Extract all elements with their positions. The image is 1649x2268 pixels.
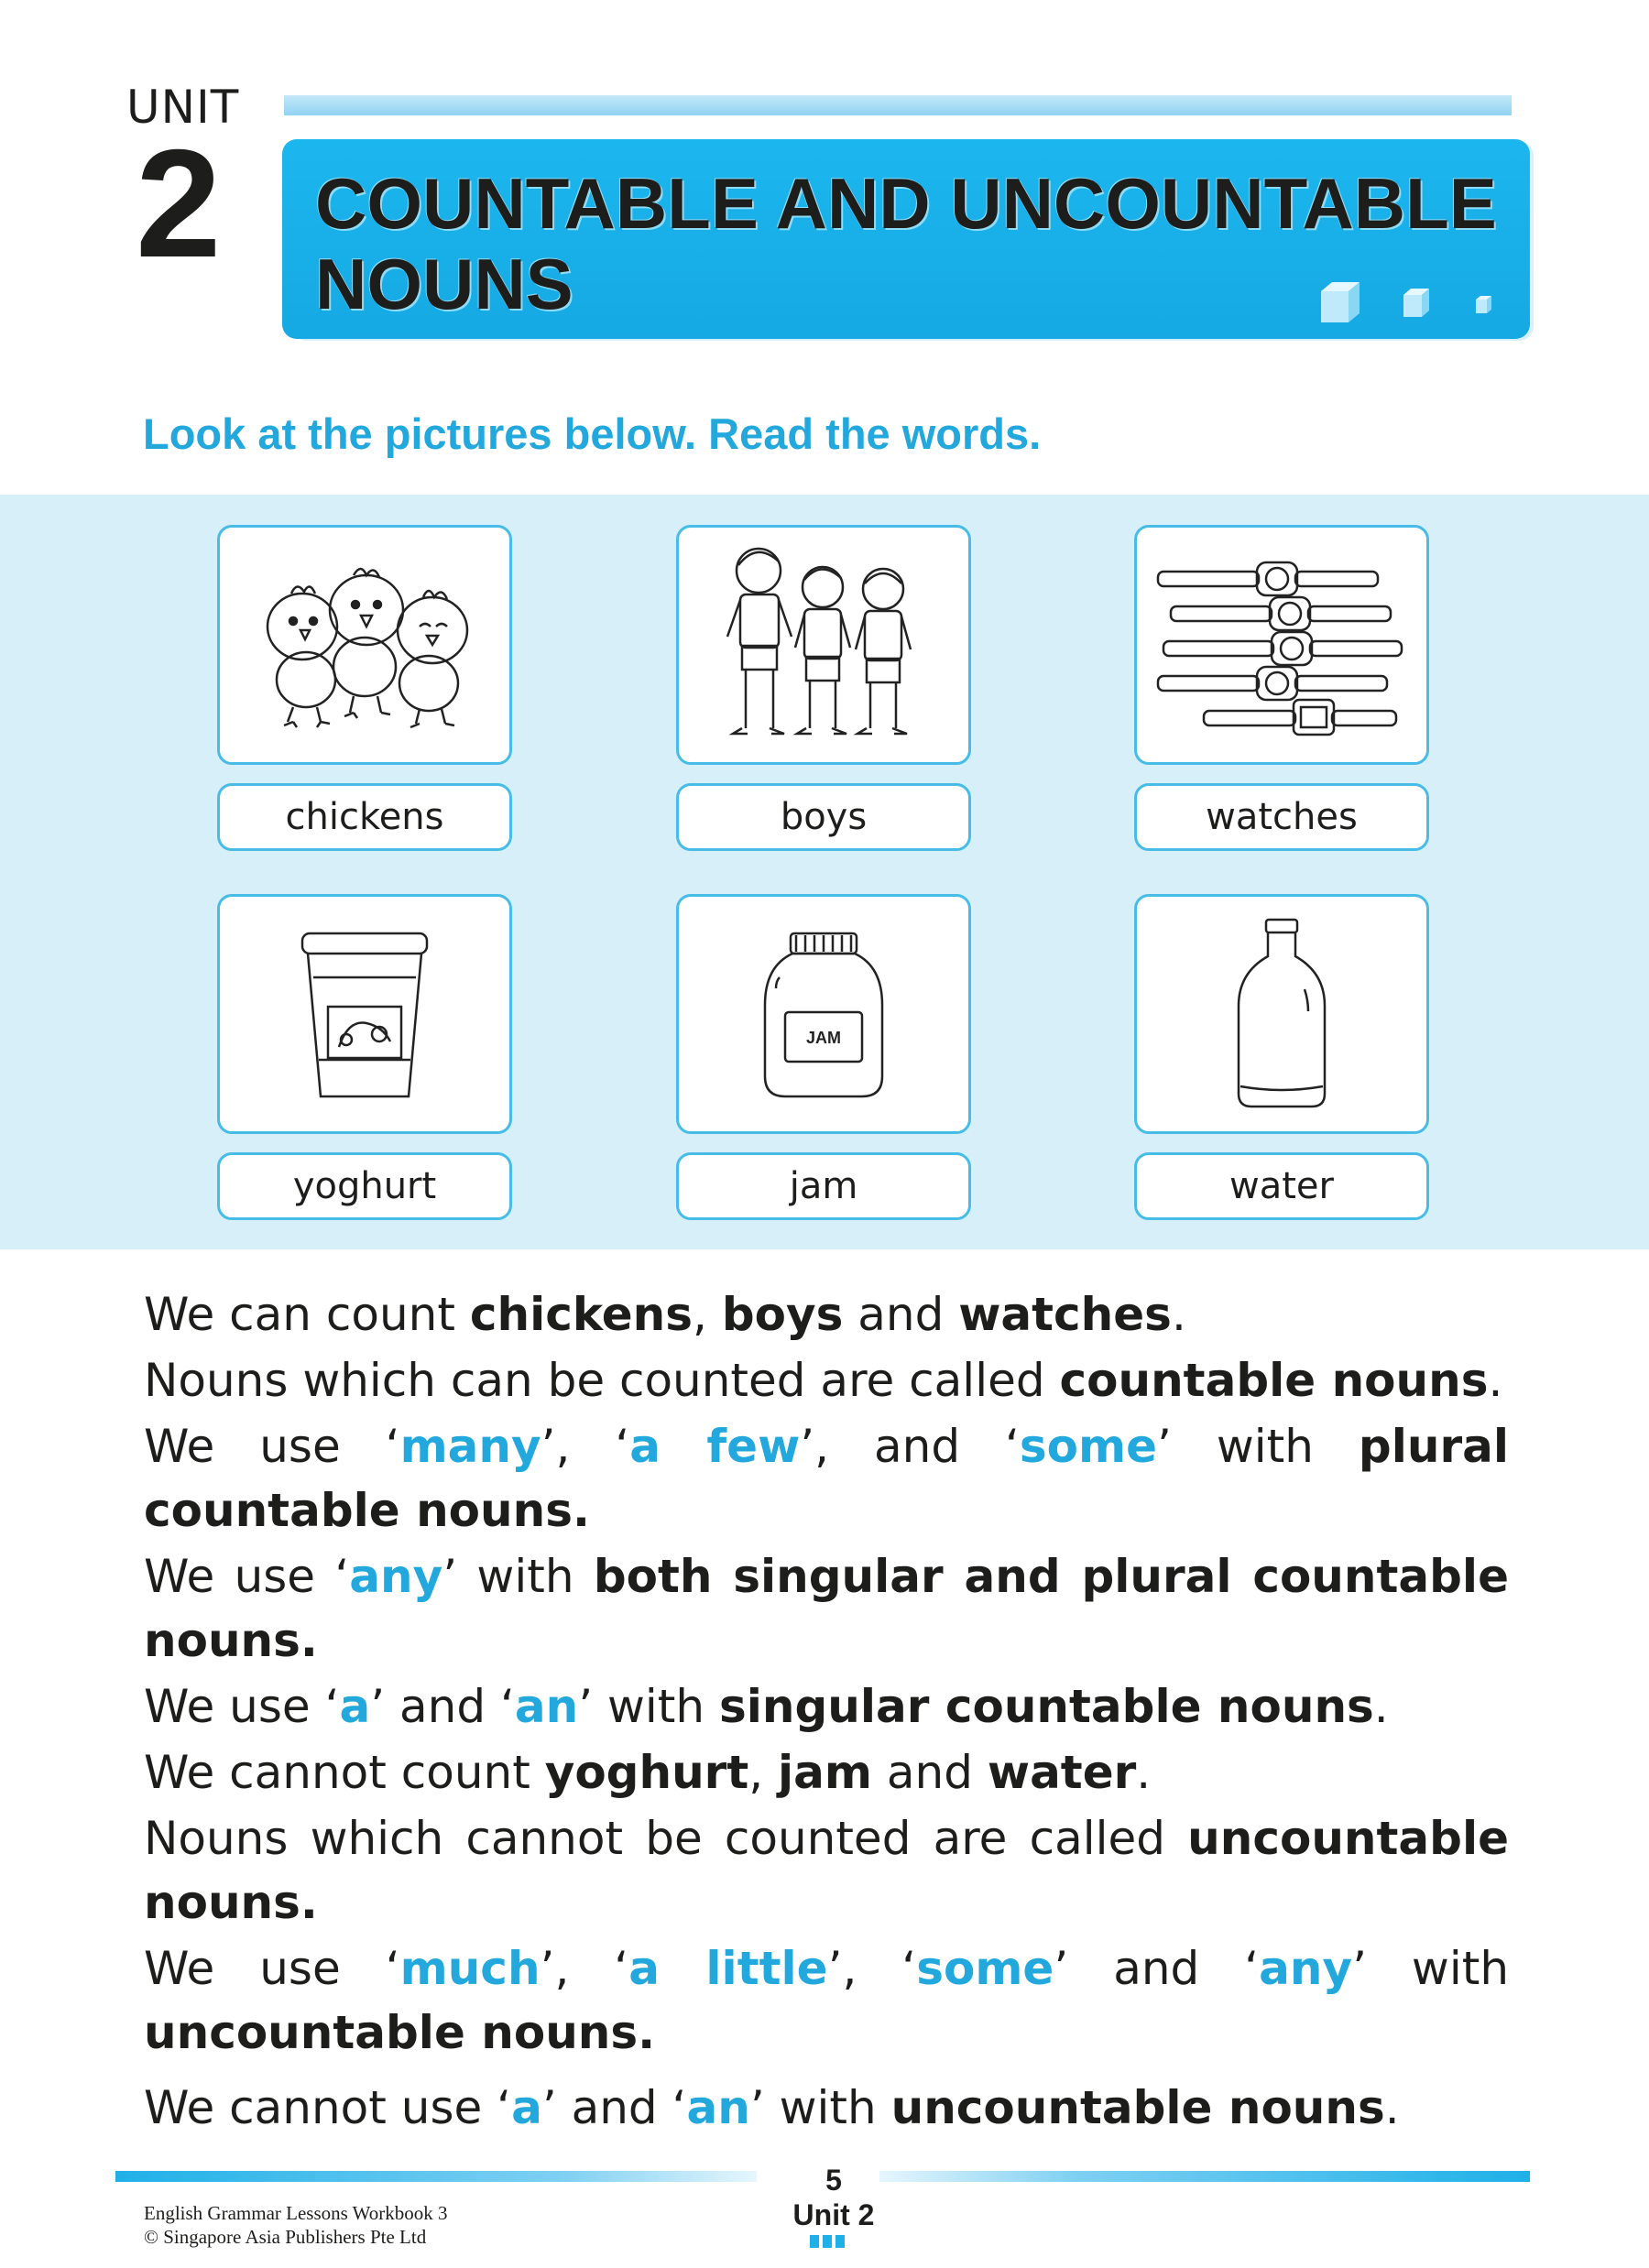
rule-8 (144, 1936, 1509, 2065)
rule-bold: water (987, 1746, 1137, 1799)
jam-jar-label: JAM (805, 1029, 842, 1047)
title-banner (282, 139, 1530, 339)
label-jam: jam (676, 1152, 971, 1220)
rules-text (144, 1282, 1509, 2140)
rule-bold: uncountable nouns (144, 2006, 639, 2059)
rule-6 (144, 1740, 1509, 1805)
rule-bold: countable nouns (1059, 1354, 1489, 1407)
rule-text: We use (144, 1680, 325, 1733)
rule-text: We cannot count (144, 1746, 545, 1799)
highlight-word: an (686, 2081, 750, 2134)
cube-large-icon (1316, 278, 1369, 324)
rule-bold: yoghurt (544, 1746, 749, 1799)
label-yoghurt: yoghurt (217, 1152, 512, 1220)
rule-text: with (1171, 1420, 1359, 1473)
picture-card-water (1134, 894, 1429, 1134)
rule-text: We use (144, 1942, 386, 1995)
picture-card-chickens (217, 525, 512, 765)
rule-bold: boys (721, 1288, 844, 1341)
boys-icon (709, 540, 938, 750)
highlight-word: any (349, 1550, 443, 1603)
rule-1 (144, 1282, 1509, 1347)
rule-text: . (1488, 1354, 1503, 1407)
rule-3 (144, 1414, 1509, 1543)
rule-text: and (872, 1746, 988, 1799)
rule-7 (144, 1806, 1509, 1935)
quote-mark: ’ (749, 2081, 765, 2134)
highlight-word: some (916, 1942, 1054, 1995)
rule-bold: both singular and plural countable nouns (144, 1550, 1509, 1667)
rule-text: . (1373, 1680, 1389, 1733)
rule-text: and (843, 1288, 959, 1341)
highlight-word: a few (629, 1420, 801, 1473)
quote-mark: ’, and ‘ (800, 1420, 1020, 1473)
quote-mark: ‘ (324, 1680, 340, 1733)
rule-text: We use (144, 1550, 335, 1603)
rule-text: , (693, 1288, 722, 1341)
quote-mark: ’, ‘ (541, 1420, 630, 1473)
rule-bold: . (300, 1614, 318, 1667)
watches-icon (1149, 553, 1414, 736)
rule-5 (144, 1674, 1509, 1739)
picture-card-yoghurt (217, 894, 512, 1134)
picture-card-watches (1134, 525, 1429, 765)
highlight-word: much (399, 1942, 541, 1995)
quote-mark: ’, ‘ (827, 1942, 917, 1995)
footer-line-right (879, 2171, 1530, 2182)
picture-card-jam (676, 894, 971, 1134)
page-title-line-2: NOUNS (315, 244, 573, 324)
rule-text: . (1136, 1746, 1152, 1799)
cube-medium-icon (1400, 286, 1436, 321)
rule-text: with (764, 2081, 891, 2134)
highlight-word: many (399, 1420, 541, 1473)
label-watches: watches (1134, 783, 1429, 851)
rule-text: . (1384, 2081, 1400, 2134)
footer-unit-label: Unit 2 (792, 2198, 875, 2231)
quote-mark: ‘ (334, 1550, 350, 1603)
quote-mark: ’, ‘ (540, 1942, 629, 1995)
label-boys: boys (676, 783, 971, 851)
quote-mark: ’ (442, 1550, 458, 1603)
rule-text: with (593, 1680, 719, 1733)
quote-mark: ‘ (385, 1942, 400, 1995)
rule-bold: chickens (469, 1288, 693, 1341)
quote-mark: ’ and ‘ (370, 1680, 515, 1733)
rule-bold: uncountable nouns (144, 1812, 1509, 1929)
highlight-word: a little (628, 1942, 828, 1995)
unit-label: UNIT (126, 81, 240, 134)
rule-bold: plural countable nouns (144, 1420, 1509, 1537)
rule-text: We can count (144, 1288, 470, 1341)
highlight-word: some (1019, 1420, 1158, 1473)
rule-bold: jam (778, 1746, 873, 1799)
rule-text: We use (144, 1420, 386, 1473)
rule-text: Nouns which cannot be counted are called (144, 1812, 1188, 1865)
rule-text: Nouns which can be counted are called (144, 1354, 1060, 1407)
quote-mark: ’ and ‘ (541, 2081, 687, 2134)
rule-bold: . (300, 1876, 318, 1929)
rule-text: with (457, 1550, 594, 1603)
rule-text: , (748, 1746, 779, 1799)
cube-small-icon (1473, 293, 1497, 317)
header-stripe (284, 95, 1512, 115)
unit-number: 2 (136, 117, 222, 289)
rule-text: with (1366, 1942, 1510, 1995)
water-bottle-icon (1231, 916, 1332, 1112)
highlight-word: a (339, 1680, 371, 1733)
quote-mark: ’ (1157, 1420, 1172, 1473)
quote-mark: ’ (1352, 1942, 1367, 1995)
quote-mark: ’ (578, 1680, 594, 1733)
highlight-word: a (511, 2081, 542, 2134)
rule-bold: . (572, 1484, 590, 1537)
rule-text: We cannot use (144, 2081, 497, 2134)
quote-mark: ‘ (497, 2081, 512, 2134)
yoghurt-cup-icon (291, 922, 438, 1106)
book-title: English Grammar Lessons Workbook 3 (144, 2202, 448, 2224)
highlight-word: an (514, 1680, 579, 1733)
jam-jar-icon (759, 922, 888, 1106)
highlight-word: any (1259, 1942, 1353, 1995)
quote-mark: ’ and ‘ (1054, 1942, 1260, 1995)
rule-9 (144, 2076, 1509, 2140)
label-water: water (1134, 1152, 1429, 1220)
instruction-text: Look at the pictures below. Read the words. (143, 409, 1042, 458)
rule-bold: uncountable nouns (890, 2081, 1385, 2134)
rule-bold: watches (958, 1288, 1172, 1341)
footer-squares-icon (810, 2235, 845, 2248)
page-number: 5 (825, 2164, 842, 2197)
label-chickens: chickens (217, 783, 512, 851)
rule-text: . (1171, 1288, 1186, 1341)
rule-2 (144, 1348, 1509, 1412)
quote-mark: ‘ (385, 1420, 400, 1473)
picture-card-boys (676, 525, 971, 765)
rule-4 (144, 1544, 1509, 1673)
rule-bold: . (638, 2006, 656, 2059)
chickens-icon (246, 553, 484, 736)
copyright-text: © Singapore Asia Publishers Pte Ltd (144, 2226, 427, 2248)
rule-bold: singular countable nouns (719, 1680, 1374, 1733)
footer-line-left (115, 2171, 757, 2182)
page-title-line-1: COUNTABLE AND UNCOUNTABLE (315, 163, 1497, 244)
